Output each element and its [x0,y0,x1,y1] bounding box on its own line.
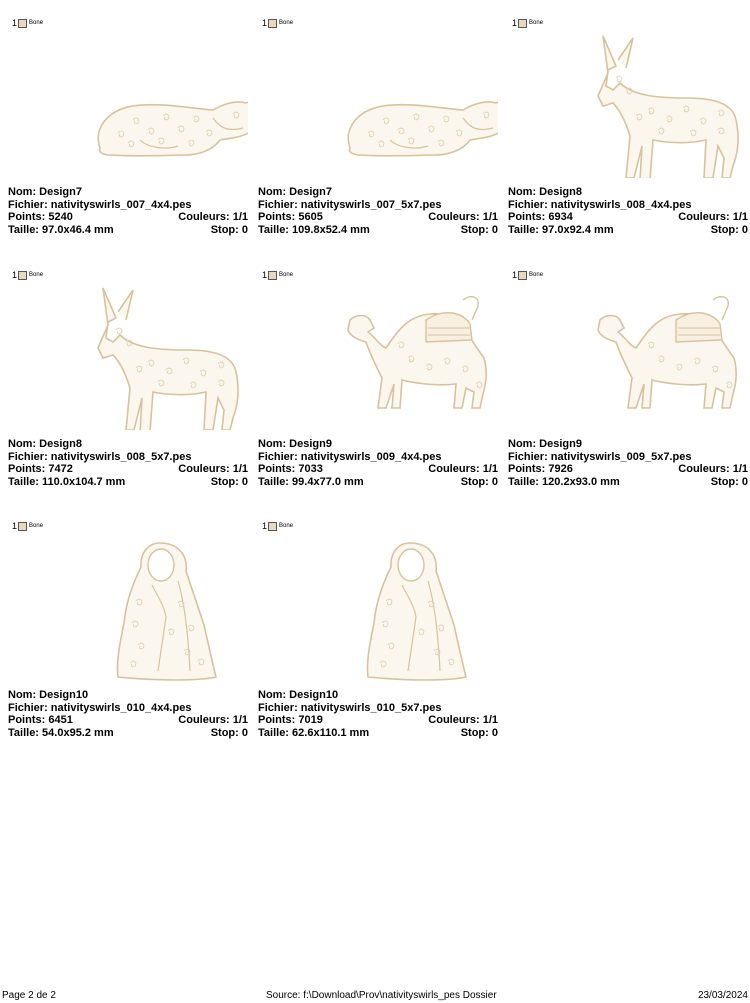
design-size: Taille: 109.8x52.4 mm [258,223,370,236]
camel-icon [508,280,748,430]
design-name: Nom: Design7 [258,186,332,198]
thread-index: 1 [12,270,18,280]
design-info [258,689,498,739]
mary-icon [8,531,248,681]
donkey-icon [8,280,248,430]
design-stops: Stop: 0 [460,726,498,739]
design-name: Nom: Design8 [8,438,82,450]
design-file: Fichier: nativityswirls_010_5x7.pes [258,701,442,714]
design-size: Taille: 97.0x92.4 mm [508,223,614,236]
design-stops: Stop: 0 [210,475,248,488]
thread-color-swatch [18,271,27,280]
design-stops: Stop: 0 [460,475,498,488]
thread-index: 1 [262,18,268,28]
thread-color-swatch [518,19,527,28]
design-name: Nom: Design8 [508,186,582,198]
thread-color-swatch [18,522,27,531]
thread-color-swatch [268,522,277,531]
thread-color-name: Bone [279,523,294,529]
thread-index: 1 [262,270,268,280]
thread-index: 1 [512,18,518,28]
design-colors: Couleurs: 1/1 [678,211,748,223]
design-card [258,252,498,497]
design-info [508,438,748,488]
thread-index: 1 [262,521,268,531]
design-colors: Couleurs: 1/1 [428,463,498,475]
design-name: Nom: Design9 [258,438,332,450]
design-size: Taille: 97.0x46.4 mm [8,223,114,236]
design-file: Fichier: nativityswirls_009_5x7.pes [508,450,692,463]
design-points: Points: 7472 [8,463,73,475]
design-points: Points: 7019 [258,714,323,726]
design-info [508,186,748,236]
design-size: Taille: 54.0x95.2 mm [8,726,114,739]
thread-color-name: Bone [529,20,544,26]
design-points: Points: 7033 [258,463,323,475]
design-points: Points: 6934 [508,211,573,223]
design-colors: Couleurs: 1/1 [428,211,498,223]
design-colors: Couleurs: 1/1 [428,714,498,726]
thread-index: 1 [12,521,18,531]
design-name: Nom: Design10 [258,689,339,701]
design-stops: Stop: 0 [710,223,748,236]
design-points: Points: 6451 [8,714,73,726]
design-file: Fichier: nativityswirls_010_4x4.pes [8,701,192,714]
design-file: Fichier: nativityswirls_007_5x7.pes [258,198,442,211]
design-file: Fichier: nativityswirls_009_4x4.pes [258,450,442,463]
design-card [258,0,498,245]
design-name: Nom: Design7 [8,186,82,198]
design-info [8,186,248,236]
design-card [8,503,248,748]
thread-index: 1 [12,18,18,28]
design-card [8,252,248,497]
thread-color-name: Bone [529,272,544,278]
design-stops: Stop: 0 [710,475,748,488]
design-points: Points: 5605 [258,211,323,223]
thread-color-swatch [268,271,277,280]
design-colors: Couleurs: 1/1 [678,463,748,475]
design-card [508,0,748,245]
design-size: Taille: 99.4x77.0 mm [258,475,364,488]
design-info [8,689,248,739]
footer-date: 23/03/2024 [697,990,748,1001]
design-colors: Couleurs: 1/1 [178,463,248,475]
design-points: Points: 7926 [508,463,573,475]
thread-color-name: Bone [279,20,294,26]
footer-source-path: Source: f:\Download\Prov\nativityswirls_pes Dossier [266,990,497,1001]
thread-color-name: Bone [29,272,44,278]
design-card [508,252,748,497]
design-name: Nom: Design10 [8,689,89,701]
footer-page-number: Page 2 de 2 [2,990,56,1001]
camel-icon [258,280,498,430]
design-colors: Couleurs: 1/1 [178,714,248,726]
design-card [258,503,498,748]
design-card [8,0,248,245]
ox-icon [258,28,498,178]
thread-index: 1 [512,270,518,280]
thread-color-name: Bone [279,272,294,278]
design-colors: Couleurs: 1/1 [178,211,248,223]
design-file: Fichier: nativityswirls_008_4x4.pes [508,198,692,211]
design-info [8,438,248,488]
donkey-icon [508,28,748,178]
design-size: Taille: 62.6x110.1 mm [258,726,370,739]
design-points: Points: 5240 [8,211,73,223]
ox-icon [8,28,248,178]
thread-color-swatch [268,19,277,28]
mary-icon [258,531,498,681]
design-name: Nom: Design9 [508,438,582,450]
thread-color-name: Bone [29,20,44,26]
design-file: Fichier: nativityswirls_008_5x7.pes [8,450,192,463]
design-file: Fichier: nativityswirls_007_4x4.pes [8,198,192,211]
thread-color-swatch [518,271,527,280]
design-info [258,186,498,236]
design-stops: Stop: 0 [460,223,498,236]
thread-color-swatch [18,19,27,28]
design-info [258,438,498,488]
design-size: Taille: 120.2x93.0 mm [508,475,620,488]
design-size: Taille: 110.0x104.7 mm [8,475,126,488]
design-stops: Stop: 0 [210,223,248,236]
design-stops: Stop: 0 [210,726,248,739]
thread-color-name: Bone [29,523,44,529]
